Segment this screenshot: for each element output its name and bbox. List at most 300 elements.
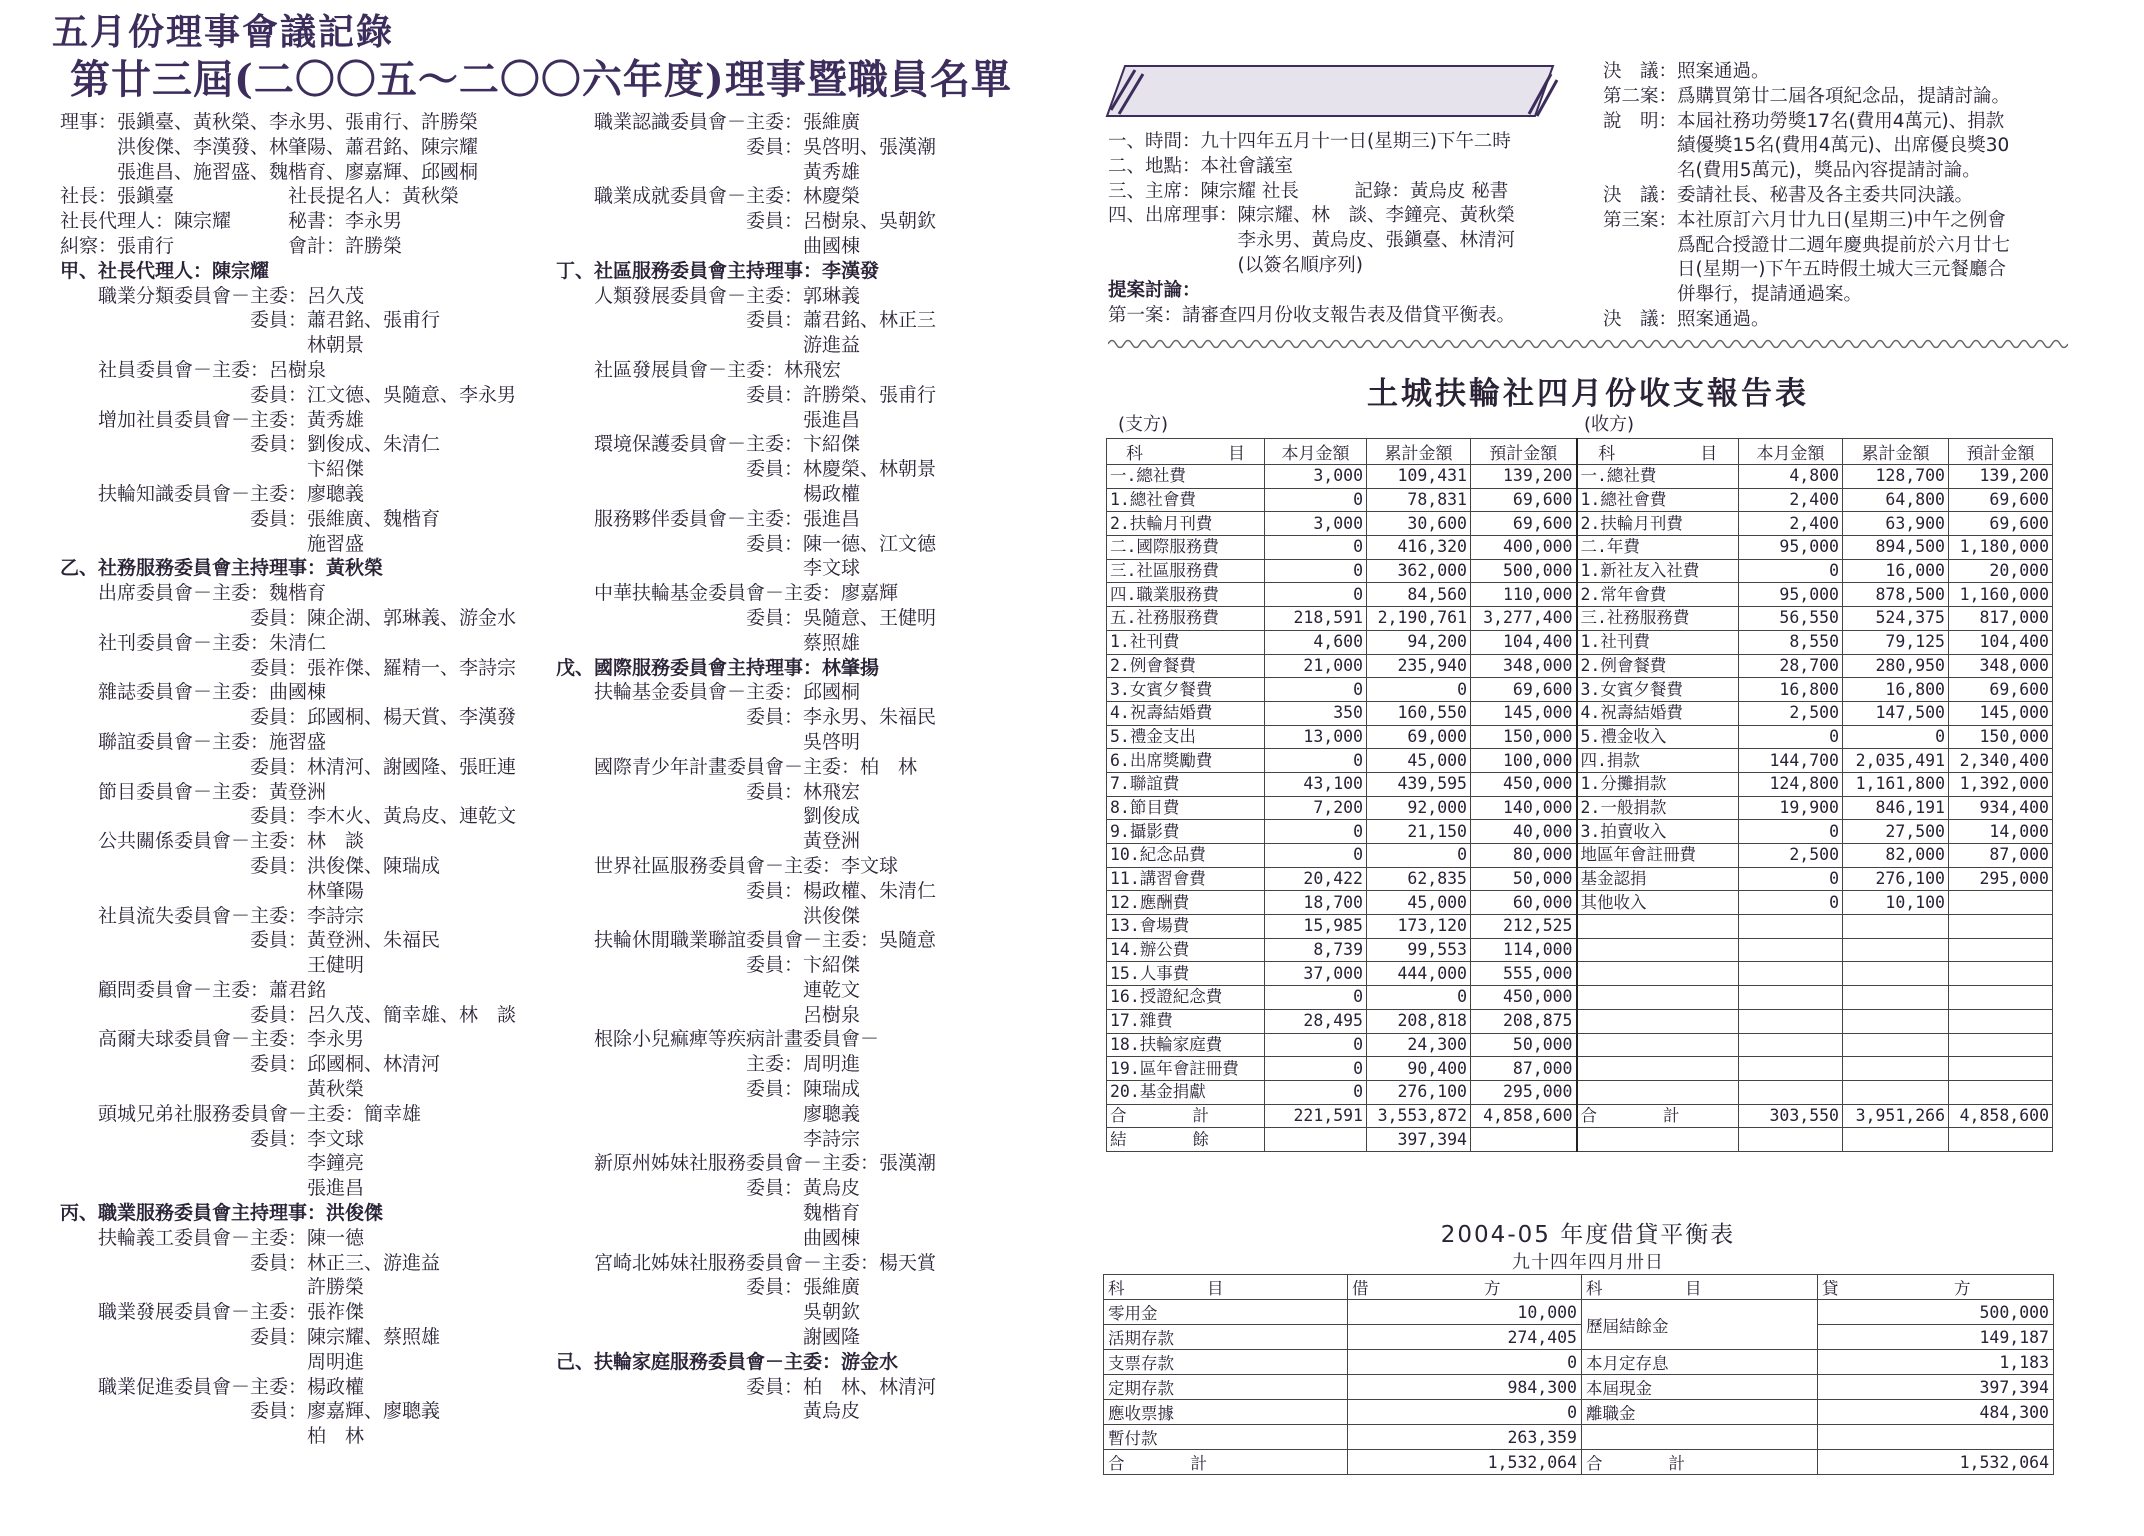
table-cell: 69,600	[1471, 678, 1577, 702]
text-line: 魏楷育	[556, 1202, 861, 1225]
table-cell: 50,000	[1471, 1033, 1577, 1057]
table-row	[1107, 844, 2053, 868]
table-cell: 1.分攤捐款	[1577, 772, 1739, 796]
table-row	[1107, 725, 2053, 749]
table-row	[1107, 512, 2053, 536]
table-cell	[1739, 1128, 1843, 1152]
table-cell: 科 目	[1582, 1275, 1818, 1300]
table-cell: 484,300	[1818, 1400, 2054, 1425]
balance-row	[1107, 1128, 2053, 1152]
text-line: 張進昌、施習盛、魏楷育、廖嘉輝、邱國桐	[60, 160, 479, 183]
text-line: 決 議：照案通過。	[1603, 308, 1770, 330]
text-line: 委員：陳宗耀、蔡照雄	[60, 1326, 441, 1349]
table-cell: 84,560	[1367, 583, 1471, 607]
table-cell: 貸 方	[1818, 1275, 2054, 1300]
table-cell	[1843, 1033, 1949, 1057]
table-cell: 本月定存息	[1582, 1350, 1818, 1375]
text-line: 施習盛	[60, 532, 365, 555]
table-cell: 2.扶輪月刊費	[1577, 512, 1739, 536]
table-cell: 274,405	[1348, 1325, 1582, 1350]
table-cell: 定期存款	[1104, 1375, 1348, 1400]
text-line: 劉俊成	[556, 805, 861, 828]
text-line: 二、地點：本社會議室	[1108, 155, 1294, 177]
table-row	[1107, 488, 2053, 512]
text-line: 職業成就委員會－主委：林慶榮	[556, 185, 861, 208]
table-cell: 0	[1367, 844, 1471, 868]
table-cell: 0	[1367, 678, 1471, 702]
text-line: 委員：林飛宏	[556, 780, 861, 803]
text-line: 委員：李文球	[60, 1127, 365, 1150]
table-cell: 524,375	[1843, 607, 1949, 631]
table-cell: 2,340,400	[1949, 749, 2053, 773]
roster-column-right	[556, 110, 936, 1424]
table-cell: 95,000	[1739, 536, 1843, 560]
table-row	[1107, 630, 2053, 654]
text-line: 許勝榮	[60, 1276, 365, 1299]
text-line: 國際青少年計畫委員會－主委：柏 林	[556, 755, 918, 778]
text-line: 游進益	[556, 334, 861, 357]
table-cell	[1577, 1057, 1739, 1081]
table-cell: 500,000	[1471, 559, 1577, 583]
table-cell: 500,000	[1818, 1300, 2054, 1325]
table-cell: 416,320	[1367, 536, 1471, 560]
table-row	[1107, 678, 2053, 702]
table-cell: 263,359	[1348, 1425, 1582, 1450]
table-cell	[1843, 986, 1949, 1010]
text-line: 第二案：爲購買第廿二屆各項紀念品，提請討論。	[1603, 85, 2011, 107]
table-cell: 1,161,800	[1843, 772, 1949, 796]
table-cell: 45,000	[1367, 891, 1471, 915]
table-cell: 149,187	[1818, 1325, 2054, 1350]
table-cell: 20.基金捐獻	[1107, 1080, 1265, 1104]
table-cell: 二.國際服務費	[1107, 536, 1265, 560]
table-cell: 20,000	[1949, 559, 2053, 583]
table-row	[1107, 654, 2053, 678]
table-cell: 1,180,000	[1949, 536, 2053, 560]
text-line: 糾察：張甫行 會計：許勝榮	[60, 234, 403, 257]
table-cell: 555,000	[1471, 962, 1577, 986]
text-line: 林朝景	[60, 334, 365, 357]
text-line: 委員：陳一德、江文德	[556, 532, 937, 555]
table-cell: 104,400	[1471, 630, 1577, 654]
table-cell: 295,000	[1471, 1080, 1577, 1104]
text-line: 委員：許勝榮、張甫行	[556, 383, 937, 406]
text-line: 吳朝欽	[556, 1301, 861, 1324]
table-cell: 0	[1739, 891, 1843, 915]
text-line: 張進昌	[556, 408, 861, 431]
text-line: 環境保護委員會－主委：卞紹傑	[556, 433, 861, 456]
table-cell: 50,000	[1471, 867, 1577, 891]
table-cell: 4,858,600	[1949, 1104, 2053, 1128]
column-header: 累計金額	[1367, 439, 1471, 465]
table-cell: 397,394	[1367, 1128, 1471, 1152]
table-cell: 348,000	[1949, 654, 2053, 678]
table-cell: 3,000	[1265, 512, 1367, 536]
table-cell: 984,300	[1348, 1375, 1582, 1400]
table-cell: 本屆現金	[1582, 1375, 1818, 1400]
table-cell: 444,000	[1367, 962, 1471, 986]
table-cell: 0	[1348, 1350, 1582, 1375]
table-cell: 合 計	[1582, 1450, 1818, 1475]
table-cell: 221,591	[1265, 1104, 1367, 1128]
text-line: 人類發展委員會－主委：郭琳義	[556, 284, 861, 307]
table-cell: 140,000	[1471, 796, 1577, 820]
table-cell: 五.社務服務費	[1107, 607, 1265, 631]
text-line: 柏 林	[60, 1425, 365, 1448]
table-cell: 397,394	[1818, 1375, 2054, 1400]
table-cell: 0	[1265, 488, 1367, 512]
table-cell: 9.攝影費	[1107, 820, 1265, 844]
table-cell	[1577, 1033, 1739, 1057]
table-cell: 139,200	[1949, 465, 2053, 489]
text-line: 一、時間：九十四年五月十一日(星期三)下午二時	[1108, 131, 1511, 152]
wave-divider	[1108, 336, 2068, 352]
text-line: 理事：張鎭臺、黃秋榮、李永男、張甫行、許勝榮	[60, 111, 479, 133]
text-line: 說 明：本屆社務功勞獎17名(費用4萬元)、捐款	[1603, 110, 2005, 132]
table-row	[1104, 1425, 2054, 1450]
text-line: 顧問委員會－主委：蕭君銘	[60, 978, 327, 1001]
table-cell: 3.拍賣收入	[1577, 820, 1739, 844]
text-line: 委員：陳企湖、郭琳義、游金水	[60, 606, 517, 629]
table-row	[1107, 701, 2053, 725]
text-line: 委員：蕭君銘、張甫行	[60, 309, 441, 332]
text-line: 扶輪知識委員會－主委：廖聰義	[60, 482, 365, 505]
text-line: 職業發展委員會－主委：張祚傑	[60, 1301, 365, 1324]
table-cell: 1,160,000	[1949, 583, 2053, 607]
table-cell: 13.會場費	[1107, 915, 1265, 939]
table-cell: 四.捐款	[1577, 749, 1739, 773]
section-heading: 丁、社區服務委員會主持理事：李漢發	[556, 259, 880, 282]
table-cell	[1818, 1425, 2054, 1450]
table-cell: 1.總社會費	[1577, 488, 1739, 512]
text-line: 黃秀雄	[556, 160, 861, 183]
table-row	[1107, 867, 2053, 891]
table-cell: 79,125	[1843, 630, 1949, 654]
table-cell: 894,500	[1843, 536, 1949, 560]
text-line: 爲配合授證廿二週年慶典提前於六月廿七	[1603, 234, 2011, 256]
table-cell: 64,800	[1843, 488, 1949, 512]
table-row	[1107, 986, 2053, 1010]
text-line: 聯誼委員會－主委：施習盛	[60, 730, 327, 753]
table-cell: 11.講習會費	[1107, 867, 1265, 891]
table-cell: 0	[1265, 749, 1367, 773]
text-line: 世界社區服務委員會－主委：李文球	[556, 854, 899, 877]
total-row	[1107, 1104, 2053, 1128]
table-cell: 817,000	[1949, 607, 2053, 631]
table-cell: 24,300	[1367, 1033, 1471, 1057]
text-line: 扶輪義工委員會－主委：陳一德	[60, 1226, 365, 1249]
column-header: 科 目	[1107, 439, 1265, 465]
table-cell: 69,600	[1471, 488, 1577, 512]
text-line: 委員：黃登洲、朱福民	[60, 929, 441, 952]
table-cell: 69,600	[1949, 678, 2053, 702]
table-cell	[1739, 962, 1843, 986]
text-line: 績優獎15名(費用4萬元)、出席優良獎30	[1603, 135, 2010, 157]
table-cell	[1843, 938, 1949, 962]
table-cell	[1949, 1080, 2053, 1104]
table-cell: 基金認捐	[1577, 867, 1739, 891]
text-line: 四、出席理事：陳宗耀、林 談、李鐘亮、黃秋榮	[1108, 205, 1516, 227]
table-cell: 2,500	[1739, 701, 1843, 725]
table-cell: 10,100	[1843, 891, 1949, 915]
text-line: 三、主席：陳宗耀 社長 記錄：黃烏皮 秘書	[1108, 180, 1509, 202]
table-cell: 19.區年會註冊費	[1107, 1057, 1265, 1081]
text-line: 王健明	[60, 954, 365, 977]
table-cell: 28,700	[1739, 654, 1843, 678]
table-row	[1107, 465, 2053, 489]
table-row	[1107, 536, 2053, 560]
table-cell: 2,500	[1739, 844, 1843, 868]
table-cell: 0	[1739, 725, 1843, 749]
table-cell	[1577, 938, 1739, 962]
table-cell: 合 計	[1107, 1104, 1265, 1128]
table-cell: 12.應酬費	[1107, 891, 1265, 915]
table-cell: 科 目	[1104, 1275, 1348, 1300]
table-cell	[1577, 986, 1739, 1010]
table-cell	[1577, 1080, 1739, 1104]
text-line: 委員：張祚傑、羅精一、李詩宗	[60, 656, 517, 679]
section-heading: 丙、職業服務委員會主持理事：洪俊傑	[60, 1202, 384, 1225]
table-row	[1104, 1300, 2054, 1325]
text-line: 第三案：本社原訂六月廿九日(星期三)中午之例會	[1603, 209, 2006, 231]
text-line: 黃烏皮	[556, 1400, 861, 1423]
balance-sheet-date: 九十四年四月卅日	[1512, 1252, 1664, 1273]
table-cell: 21,150	[1367, 820, 1471, 844]
text-line: 委員：吳隨意、王健明	[556, 606, 937, 629]
section-heading: 甲、社長代理人：陳宗耀	[60, 259, 270, 282]
section-heading: 戊、國際服務委員會主持理事：林肇揚	[556, 656, 880, 679]
text-line: 呂樹泉	[556, 1003, 861, 1026]
table-cell: 30,600	[1367, 512, 1471, 536]
table-cell: 934,400	[1949, 796, 2053, 820]
table-cell	[1577, 962, 1739, 986]
table-cell: 218,591	[1265, 607, 1367, 631]
table-cell: 18,700	[1265, 891, 1367, 915]
text-line: 新原州姊妹社服務委員會－主委：張漢潮	[556, 1152, 937, 1175]
table-cell: 16,800	[1739, 678, 1843, 702]
table-cell: 145,000	[1949, 701, 2053, 725]
table-cell: 878,500	[1843, 583, 1949, 607]
text-line: 黃登洲	[556, 830, 861, 853]
section-heading: 乙、社務服務委員會主持理事：黃秋榮	[60, 557, 384, 580]
table-row	[1107, 607, 2053, 631]
balance-sheet-table	[1103, 1274, 2054, 1475]
table-cell: 235,940	[1367, 654, 1471, 678]
table-cell: 0	[1265, 678, 1367, 702]
text-line: 委員：卞紹傑	[556, 954, 861, 977]
table-cell: 0	[1265, 1033, 1367, 1057]
table-cell: 28,495	[1265, 1009, 1367, 1033]
text-line: 委員：吳啓明、張漢潮	[556, 135, 937, 158]
table-cell: 4.祝壽結婚費	[1107, 701, 1265, 725]
text-line: 曲國棟	[556, 1226, 861, 1249]
table-cell: 2.常年會費	[1577, 583, 1739, 607]
table-cell: 62,835	[1367, 867, 1471, 891]
income-report-title: 土城扶輪社四月份收支報告表	[1367, 376, 1809, 412]
text-line: 決 議：照案通過。	[1603, 61, 1770, 82]
table-cell: 合 計	[1104, 1450, 1348, 1475]
text-line: 委員：呂久茂、簡幸雄、林 談	[60, 1003, 517, 1026]
table-cell: 150,000	[1471, 725, 1577, 749]
text-line: 扶輪休閒職業聯誼委員會－主委：吳隨意	[556, 929, 937, 952]
text-line: 李文球	[556, 557, 861, 580]
table-cell: 2.扶輪月刊費	[1107, 512, 1265, 536]
table-cell: 94,200	[1367, 630, 1471, 654]
text-line: 併舉行，提請通過案。	[1603, 284, 1863, 306]
table-cell: 三.社區服務費	[1107, 559, 1265, 583]
table-cell: 10,000	[1348, 1300, 1582, 1325]
meeting-title-banner	[1105, 60, 1563, 122]
table-cell	[1949, 938, 2053, 962]
table-cell: 276,100	[1367, 1080, 1471, 1104]
table-cell: 69,600	[1949, 512, 2053, 536]
roster-title: 第廿三屆(二〇〇五～二〇〇六年度)理事暨職員名單	[70, 56, 1012, 103]
text-line: 廖聰義	[556, 1102, 861, 1125]
table-cell: 144,700	[1739, 749, 1843, 773]
text-line: 出席委員會－主委：魏楷育	[60, 582, 327, 605]
table-cell: 15.人事費	[1107, 962, 1265, 986]
table-cell: 18.扶輪家庭費	[1107, 1033, 1265, 1057]
text-line: 高爾夫球委員會－主委：李永男	[60, 1028, 365, 1051]
text-line: 李鐘亮	[60, 1152, 365, 1175]
table-cell: 45,000	[1367, 749, 1471, 773]
table-cell: 一.總社費	[1577, 465, 1739, 489]
total-row	[1104, 1450, 2054, 1475]
table-cell: 87,000	[1949, 844, 2053, 868]
table-row	[1107, 772, 2053, 796]
table-cell: 212,525	[1471, 915, 1577, 939]
table-cell: 82,000	[1843, 844, 1949, 868]
text-line: 委員：黃烏皮	[556, 1177, 861, 1200]
text-line: 中華扶輪基金委員會－主委：廖嘉輝	[556, 582, 899, 605]
text-line: 委員：洪俊傑、陳瑞成	[60, 854, 441, 877]
table-cell: 16,000	[1843, 559, 1949, 583]
text-line: 社長代理人：陳宗耀 秘書：李永男	[60, 210, 403, 233]
table-cell: 362,000	[1367, 559, 1471, 583]
table-cell: 活期存款	[1104, 1325, 1348, 1350]
table-cell: 21,000	[1265, 654, 1367, 678]
table-cell: 80,000	[1471, 844, 1577, 868]
table-cell: 應收票據	[1104, 1400, 1348, 1425]
table-cell: 0	[1265, 536, 1367, 560]
table-cell: 1.新社友入社費	[1577, 559, 1739, 583]
text-line: 委員：林清河、謝國隆、張旺連	[60, 755, 517, 778]
table-cell: 100,000	[1471, 749, 1577, 773]
text-line: 委員：邱國桐、楊天賞、李漢發	[60, 706, 517, 729]
table-cell: 2,035,491	[1843, 749, 1949, 773]
text-line: 決 議：委請社長、秘書及各主委共同決議。	[1603, 184, 1974, 206]
table-cell: 90,400	[1367, 1057, 1471, 1081]
table-cell	[1739, 1033, 1843, 1057]
table-cell	[1577, 915, 1739, 939]
table-cell: 零用金	[1104, 1300, 1348, 1325]
text-line: 委員：李永男、朱福民	[556, 706, 937, 729]
text-line: 委員：楊政權、朱清仁	[556, 879, 937, 902]
section-heading: 己、扶輪家庭服務委員會－主委：游金水	[556, 1350, 899, 1373]
table-cell: 四.職業服務費	[1107, 583, 1265, 607]
table-cell: 173,120	[1367, 915, 1471, 939]
table-cell	[1739, 1080, 1843, 1104]
table-cell: 439,595	[1367, 772, 1471, 796]
table-cell	[1949, 915, 2053, 939]
text-line: 第一案：請審查四月份收支報告表及借貸平衡表。	[1108, 304, 1516, 326]
table-cell: 14.辦公費	[1107, 938, 1265, 962]
column-header: 累計金額	[1843, 439, 1949, 465]
table-row	[1107, 1033, 2053, 1057]
table-cell: 87,000	[1471, 1057, 1577, 1081]
table-cell: 合 計	[1577, 1104, 1739, 1128]
table-cell	[1577, 1009, 1739, 1033]
balance-sheet-title: 2004-05 年度借貸平衡表	[1440, 1222, 1736, 1248]
table-row	[1107, 915, 2053, 939]
table-cell: 16,800	[1843, 678, 1949, 702]
table-cell: 三.社務服務費	[1577, 607, 1739, 631]
table-cell: 40,000	[1471, 820, 1577, 844]
table-row	[1107, 962, 2053, 986]
text-line: 曲國棟	[556, 234, 861, 257]
table-cell	[1843, 1128, 1949, 1152]
table-cell: 0	[1265, 1057, 1367, 1081]
text-line: 黃秋榮	[60, 1078, 365, 1101]
text-line: 日(星期一)下午五時假土城大三元餐廳合	[1603, 259, 2006, 281]
table-row	[1107, 1057, 2053, 1081]
table-row	[1104, 1375, 2054, 1400]
table-cell: 暫付款	[1104, 1425, 1348, 1450]
table-cell: 0	[1265, 559, 1367, 583]
table-cell: 450,000	[1471, 986, 1577, 1010]
text-line: (以簽名順序列)	[1108, 254, 1363, 276]
roster-column-left	[60, 110, 516, 1449]
table-cell: 2,190,761	[1367, 607, 1471, 631]
table-cell: 2,400	[1739, 488, 1843, 512]
table-cell	[1843, 915, 1949, 939]
table-cell: 160,550	[1367, 701, 1471, 725]
table-cell	[1265, 1128, 1367, 1152]
table-cell: 2,400	[1739, 512, 1843, 536]
table-cell: 0	[1265, 986, 1367, 1010]
column-header: 預計金額	[1471, 439, 1577, 465]
text-line: 社員流失委員會－主委：李詩宗	[60, 904, 365, 927]
table-row	[1104, 1350, 2054, 1375]
text-line: 連乾文	[556, 978, 861, 1001]
table-cell: 63,900	[1843, 512, 1949, 536]
text-line: 宮崎北姊妹社服務委員會－主委：楊天賞	[556, 1251, 937, 1274]
table-cell: 0	[1843, 725, 1949, 749]
table-cell: 92,000	[1367, 796, 1471, 820]
table-cell: 78,831	[1367, 488, 1471, 512]
table-row	[1107, 938, 2053, 962]
text-line: 職業分類委員會－主委：呂久茂	[60, 284, 365, 307]
table-cell: 19,900	[1739, 796, 1843, 820]
text-line: 委員：邱國桐、林清河	[60, 1053, 441, 1076]
table-cell: 110,000	[1471, 583, 1577, 607]
text-line: 委員：柏 林、林清河	[556, 1375, 937, 1398]
text-line: 委員：李木火、黃烏皮、連乾文	[60, 805, 517, 828]
text-line: 名(費用5萬元)，獎品內容提請討論。	[1603, 160, 1981, 182]
text-line: 根除小兒痲痺等疾病計畫委員會－	[556, 1028, 880, 1051]
table-cell: 4,600	[1265, 630, 1367, 654]
table-cell: 10.紀念品費	[1107, 844, 1265, 868]
text-line: 主委：周明進	[556, 1053, 861, 1076]
table-cell	[1949, 986, 2053, 1010]
text-line: 節目委員會－主委：黃登洲	[60, 780, 327, 803]
table-cell: 支票存款	[1104, 1350, 1348, 1375]
table-cell: 348,000	[1471, 654, 1577, 678]
table-cell: 16.授證紀念費	[1107, 986, 1265, 1010]
table-cell: 5.禮金支出	[1107, 725, 1265, 749]
column-header: 科 目	[1577, 439, 1739, 465]
table-cell: 114,000	[1471, 938, 1577, 962]
